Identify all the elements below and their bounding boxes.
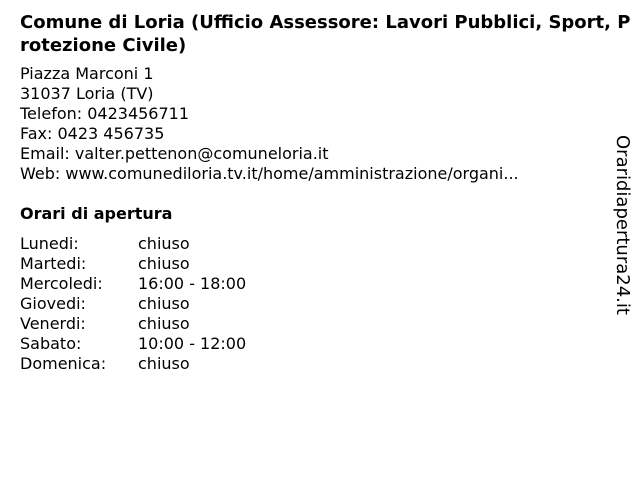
day-label: Martedi:: [20, 254, 87, 273]
phone-number: Telefon: 0423456711: [20, 104, 190, 123]
day-hours: chiuso: [138, 354, 190, 373]
city-postal-code: 31037 Loria (TV): [20, 84, 154, 103]
day-label: Giovedi:: [20, 294, 86, 313]
brand-watermark: Oraridiapertura24.it: [612, 135, 633, 315]
day-hours: chiuso: [138, 234, 190, 253]
day-hours: 16:00 - 18:00: [138, 274, 247, 293]
website-url: Web: www.comunediloria.tv.it/home/amministrazione/organi...: [20, 164, 519, 183]
hours-row-tuesday: [20, 254, 246, 274]
opening-hours-heading: Orari di apertura: [20, 204, 173, 223]
fax-number: Fax: 0423 456735: [20, 124, 165, 143]
address-block: [20, 64, 519, 184]
hours-row-thursday: [20, 294, 246, 314]
day-label: Sabato:: [20, 334, 82, 353]
day-hours: chiuso: [138, 254, 190, 273]
hours-row-saturday: [20, 334, 246, 354]
email-address: Email: valter.pettenon@comuneloria.it: [20, 144, 329, 163]
hours-row-sunday: [20, 354, 246, 374]
hours-row-wednesday: [20, 274, 246, 294]
opening-hours-table: [20, 234, 246, 374]
hours-row-monday: [20, 234, 246, 254]
day-hours: chiuso: [138, 294, 190, 313]
hours-row-friday: [20, 314, 246, 334]
day-label: Venerdi:: [20, 314, 86, 333]
day-label: Lunedi:: [20, 234, 79, 253]
day-hours: chiuso: [138, 314, 190, 333]
day-hours: 10:00 - 12:00: [138, 334, 247, 353]
business-title: Comune di Loria (Ufficio Assessore: Lavori Pubblici, Sport, Protezione Civile): [20, 12, 631, 56]
day-label: Mercoledi:: [20, 274, 103, 293]
day-label: Domenica:: [20, 354, 107, 373]
street-address: Piazza Marconi 1: [20, 64, 154, 83]
